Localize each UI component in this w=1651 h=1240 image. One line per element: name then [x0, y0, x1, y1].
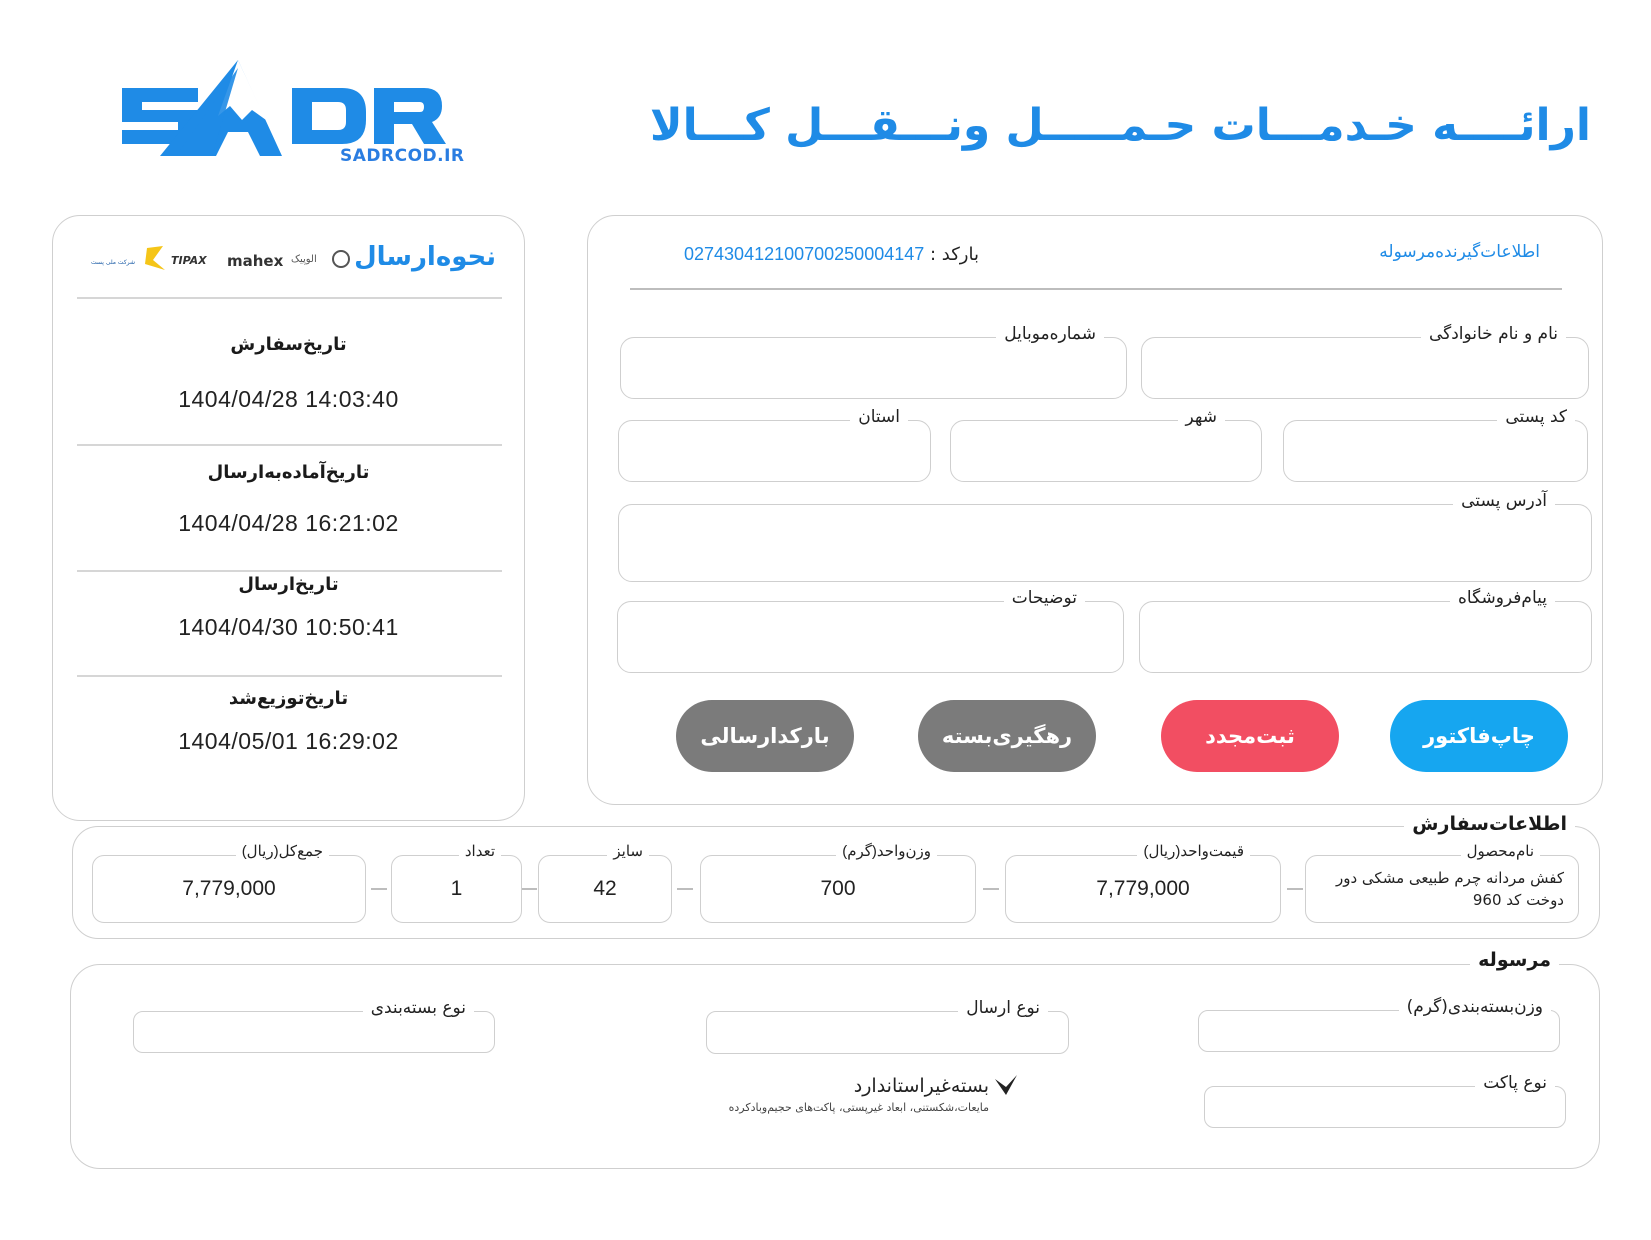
- shipping-barcode-button[interactable]: بارکدارسالی: [676, 700, 854, 772]
- recipient-title: اطلاعات‌گیرنده‌مرسوله: [1379, 242, 1540, 262]
- postal-code-label: کد پستی: [1497, 407, 1575, 427]
- size-label: سایز: [607, 842, 649, 860]
- nonstandard-package-title: بسته‌غیراستاندارد: [853, 1075, 989, 1097]
- province-field[interactable]: [618, 407, 931, 482]
- package-weight-label: وزن‌بسته‌بندی(گرم): [1399, 997, 1551, 1017]
- track-package-button[interactable]: رهگیری‌بسته: [918, 700, 1096, 772]
- city-field[interactable]: [950, 407, 1262, 482]
- product-name-value: کفش مردانه چرم طبیعی مشکی دور دوخت کد 960: [1335, 869, 1564, 909]
- province-label: استان: [850, 407, 908, 427]
- address-label: آدرس پستی: [1453, 491, 1555, 511]
- shipping-method-panel: [52, 215, 525, 821]
- re-register-button[interactable]: ثبت‌مجدد: [1161, 700, 1339, 772]
- divider: [77, 675, 502, 677]
- sadr-logo: [120, 58, 465, 176]
- product-name-label: نام‌محصول: [1461, 842, 1540, 860]
- full-name-field[interactable]: [1141, 324, 1589, 399]
- shipping-method-title: نحوه‌ارسال: [354, 242, 496, 272]
- package-weight-field[interactable]: [1198, 997, 1560, 1052]
- quantity-value: 1: [450, 877, 463, 900]
- full-name-label: نام و نام خانوادگی: [1421, 324, 1566, 344]
- package-type-label: نوع بسته‌بندی: [363, 998, 474, 1018]
- description-field[interactable]: [617, 588, 1124, 673]
- barcode-label: بارکد :: [930, 244, 979, 265]
- product-name-field: [1305, 843, 1579, 923]
- svg-text:الوپیک: الوپیک: [291, 254, 317, 265]
- unit-price-label: قیمت‌واحد(ریال): [1137, 842, 1250, 860]
- unit-price-field: [1005, 843, 1281, 923]
- mobile-label: شماره‌موبایل: [996, 324, 1104, 344]
- order-info-panel: [72, 813, 1600, 939]
- carrier-logos-graphic: [91, 244, 351, 276]
- quantity-label: تعداد: [459, 842, 501, 860]
- parcel-panel: [70, 949, 1600, 1169]
- print-invoice-button[interactable]: چاپ‌فاکتور: [1390, 700, 1568, 772]
- separator: [521, 888, 537, 890]
- barcode-value[interactable]: 027430412100700250004147: [684, 244, 925, 264]
- order-date-label: تاریخ‌سفارش: [230, 334, 347, 355]
- order-date-value: 1404/04/28 14:03:40: [178, 386, 399, 412]
- total-label: جمع‌کل(ریال): [236, 842, 329, 860]
- delivered-date-value: 1404/05/01 16:29:02: [178, 728, 399, 754]
- separator: [677, 888, 693, 890]
- divider: [77, 570, 502, 572]
- svg-text:شرکت ملی پست: شرکت ملی پست: [91, 259, 136, 266]
- total-field: [92, 843, 366, 923]
- delivered-date-label: تاریخ‌توزیع‌شد: [228, 688, 349, 709]
- size-field: [538, 843, 672, 923]
- divider: [77, 444, 502, 446]
- unit-weight-label: وزن‌واحد(گرم): [836, 842, 937, 860]
- nonstandard-package-description: مایعات،شکستنی، ابعاد غیرپستی، پاکت‌های حجیم‌وبادکرده: [728, 1101, 989, 1114]
- unit-weight-value: 700: [820, 877, 856, 900]
- checkmark-icon: [993, 1073, 1019, 1099]
- packet-type-field[interactable]: [1204, 1073, 1566, 1128]
- logo-website: SADRCOD.IR: [340, 146, 465, 166]
- shipping-type-label: نوع ارسال: [958, 998, 1048, 1018]
- unit-price-value: 7,779,000: [1096, 877, 1190, 900]
- unit-weight-field: [700, 843, 976, 923]
- nonstandard-package-option[interactable]: [729, 1075, 989, 1114]
- ready-date-value: 1404/04/28 16:21:02: [178, 510, 399, 536]
- size-value: 42: [593, 877, 617, 900]
- shipping-type-field[interactable]: [706, 998, 1069, 1054]
- recipient-panel: [587, 215, 1603, 805]
- carrier-logos: [91, 244, 351, 276]
- barcode: [684, 244, 979, 265]
- svg-text:TIPAX: TIPAX: [171, 254, 207, 267]
- mobile-field[interactable]: [620, 324, 1127, 399]
- separator: [1287, 888, 1303, 890]
- page-title: ارائــــه خـدمـــات حـمـــــل ونـــقـــل کـــالا: [649, 100, 1591, 151]
- divider: [77, 297, 502, 299]
- ship-date-value: 1404/04/30 10:50:41: [178, 614, 399, 640]
- divider: [630, 288, 1562, 290]
- postal-code-field[interactable]: [1283, 407, 1588, 482]
- separator: [371, 888, 387, 890]
- ready-date-label: تاریخ‌آماده‌به‌ارسال: [207, 462, 370, 483]
- separator: [983, 888, 999, 890]
- total-value: 7,779,000: [182, 877, 276, 900]
- packet-type-label: نوع پاکت: [1475, 1073, 1555, 1093]
- shop-message-field[interactable]: [1139, 588, 1592, 673]
- ship-date-label: تاریخ‌ارسال: [238, 574, 339, 595]
- city-label: شهر: [1178, 407, 1225, 427]
- description-label: توضیحات: [1004, 588, 1085, 608]
- address-field[interactable]: [618, 491, 1592, 582]
- package-type-field[interactable]: [133, 998, 495, 1053]
- quantity-field: [391, 843, 522, 923]
- order-info-title: اطلاعات‌سفارش: [1404, 813, 1575, 835]
- svg-text:mahex: mahex: [227, 252, 284, 270]
- shop-message-label: پیام‌فروشگاه: [1450, 588, 1555, 608]
- parcel-title: مرسوله: [1470, 949, 1559, 971]
